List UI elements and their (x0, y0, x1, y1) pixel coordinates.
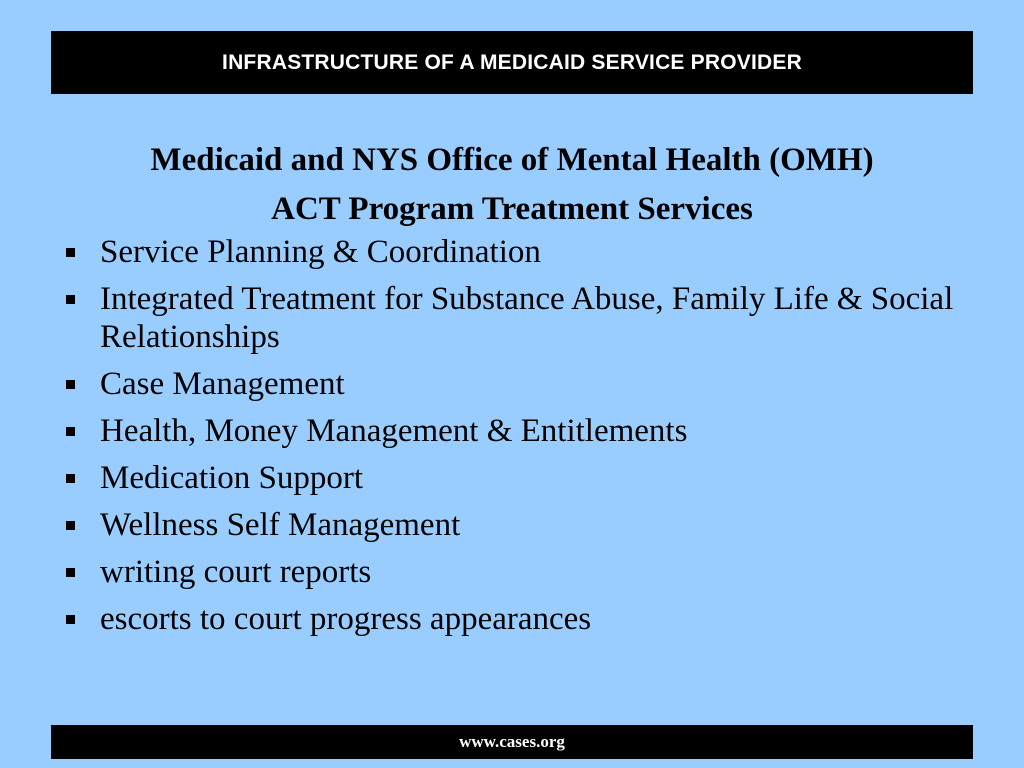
bullet-item (64, 233, 964, 271)
bullet-text: writing court reports (100, 554, 372, 590)
slide-subtitle (40, 136, 984, 234)
bullet-list (64, 233, 964, 647)
bullet-item (64, 365, 964, 403)
bullet-item (64, 280, 964, 356)
bullet-item (64, 506, 964, 544)
bullet-text: Health, Money Management & Entitlements (100, 413, 688, 449)
bullet-item (64, 553, 964, 591)
slide-title: INFRASTRUCTURE OF A MEDICAID SERVICE PROVIDER (222, 50, 802, 74)
bullet-item (64, 412, 964, 450)
footer-bar (51, 725, 973, 759)
bullet-text: Medication Support (100, 460, 364, 496)
footer-url[interactable]: www.cases.org (459, 732, 565, 751)
square-bullet-icon (64, 506, 100, 544)
square-bullet-icon (64, 553, 100, 591)
header-bar (51, 31, 973, 94)
bullet-text: escorts to court progress appearances (100, 601, 592, 637)
bullet-item (64, 600, 964, 638)
square-bullet-icon (64, 233, 100, 271)
subtitle-line-1: Medicaid and NYS Office of Mental Health (OMH) (150, 142, 874, 178)
square-bullet-icon (64, 412, 100, 450)
square-bullet-icon (64, 459, 100, 497)
square-bullet-icon (64, 600, 100, 638)
bullet-text: Case Management (100, 366, 345, 402)
bullet-text: Service Planning & Coordination (100, 234, 541, 270)
bullet-text: Integrated Treatment for Substance Abuse, Family Life & Social Relationships (100, 281, 954, 355)
square-bullet-icon (64, 280, 100, 318)
bullet-text: Wellness Self Management (100, 507, 461, 543)
square-bullet-icon (64, 365, 100, 403)
subtitle-line-2: ACT Program Treatment Services (271, 191, 753, 227)
bullet-item (64, 459, 964, 497)
